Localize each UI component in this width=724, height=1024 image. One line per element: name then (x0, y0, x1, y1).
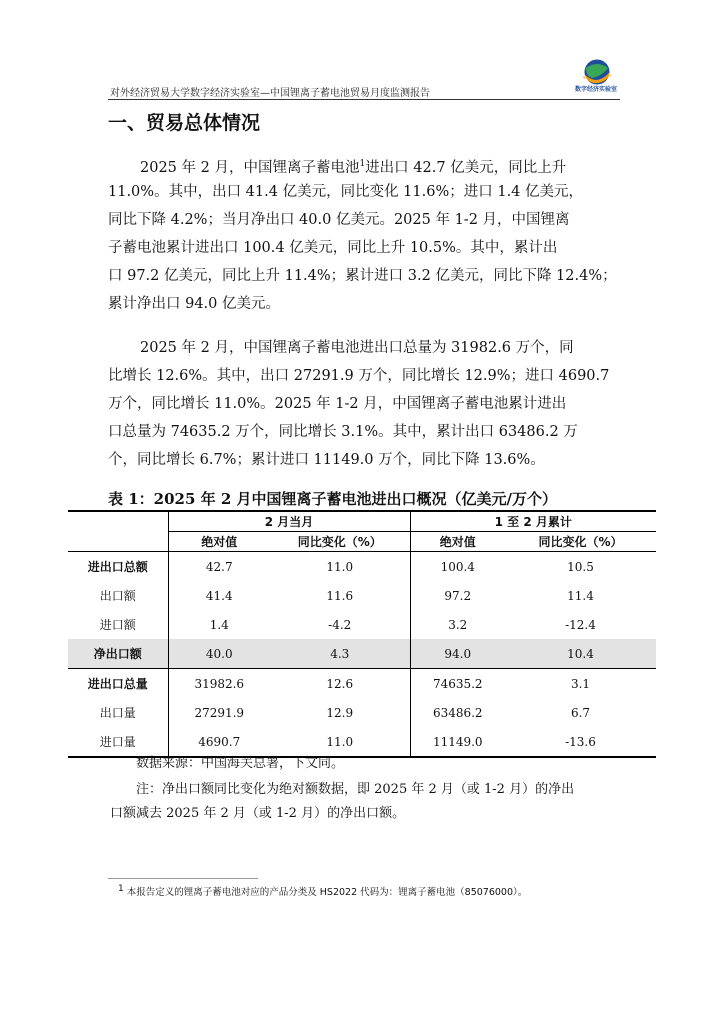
paragraph-line: 万个，同比增长 11.0%。2025 年 1-2 月，中国锂离子蓄电池累计进出 (108, 396, 567, 412)
table-cell: 31982.6 (168, 669, 270, 699)
table-cell: 4690.7 (168, 727, 270, 757)
footnote (118, 884, 527, 898)
paragraph-line: 2025 年 2 月，中国锂离子蓄电池进出口总量为 31982.6 万个，同 (140, 340, 574, 356)
group-header-month: 2 月当月 (168, 511, 410, 532)
table-row (68, 610, 656, 639)
table-cell: 4.3 (270, 639, 410, 669)
table-cell: 10.5 (567, 559, 594, 574)
table-cell: 42.7 (168, 552, 270, 582)
table-cell: 74635.2 (410, 669, 505, 699)
table-cell: 11.4 (567, 588, 594, 603)
table-cell: 11.0 (326, 559, 354, 574)
table-cell: 97.2 (410, 581, 505, 610)
logo-label: 数字经济实验室 (574, 86, 617, 93)
footnote-ref: 1 (359, 159, 366, 169)
table-cell: -12.4 (565, 617, 596, 632)
footnote-mark: 1 (118, 884, 124, 894)
table-row (68, 581, 656, 610)
paragraph-line: 同比下降 4.2%；当月净出口 40.0 亿美元。2025 年 1-2 月，中国锂离 (108, 212, 570, 228)
table-cell: 100.4 (410, 552, 505, 582)
trade-summary-table (68, 510, 656, 758)
header-divider (108, 99, 620, 100)
row-label: 进口量 (68, 727, 168, 757)
table-cell: -13.6 (505, 727, 656, 757)
row-label: 出口量 (99, 706, 136, 720)
col-header-yoy-month: 同比变化（%） (270, 532, 410, 552)
paragraph-line: 2025 年 2 月，中国锂离子蓄电池$^1$进出口 42.7 亿美元，同比上升 (140, 159, 567, 176)
table-cell: 63486.2 (410, 698, 505, 727)
paragraph-line: 比增长 12.6%。其中，出口 27291.9 万个，同比增长 12.9%；进口 4690.7 (108, 368, 610, 384)
table-cell: 12.6 (326, 676, 354, 691)
row-label: 进口额 (99, 618, 136, 632)
table-cell: 40.0 (168, 639, 270, 669)
explanation-note-cont: 口额减去 2025 年 2 月（或 1-2 月）的净出口额。 (110, 806, 406, 821)
table-cell: -4.2 (328, 617, 352, 632)
table-row (68, 552, 656, 582)
table-cell: 3.1 (570, 676, 591, 691)
row-label: 净出口额 (68, 639, 168, 669)
paragraph-trade-value (108, 150, 620, 318)
table-row (68, 669, 656, 699)
explanation-note: 注：净出口额同比变化为绝对额数据，即 2025 年 2 月（或 1-2 月）的净出 (136, 782, 575, 797)
table-row-highlight (68, 639, 656, 669)
report-header: 对外经济贸易大学数字经济实验室—中国锂离子蓄电池贸易月度监测报告 (110, 88, 430, 99)
paragraph-line: 个，同比增长 6.7%；累计进口 11149.0 万个，同比下降 13.6%。 (108, 452, 545, 468)
footnote-divider (108, 878, 258, 879)
table-cell: 27291.9 (168, 698, 270, 727)
paragraph-line: 累计净出口 94.0 亿美元。 (108, 296, 281, 312)
col-header-yoy-cum: 同比变化（%） (505, 532, 656, 552)
table-cell: 11.6 (326, 588, 354, 603)
table-cell: 11.0 (270, 727, 410, 757)
section-title: 一、贸易总体情况 (108, 112, 261, 134)
table-cell: 41.4 (168, 581, 270, 610)
data-source-note: 数据来源：中国海关总署，下文同。 (136, 756, 345, 771)
paragraph-line: 11.0%。其中，出口 41.4 亿美元，同比变化 11.6%；进口 1.4 亿美元， (108, 184, 584, 200)
table-row (68, 698, 656, 727)
table-cell: 12.9 (326, 705, 354, 720)
row-label: 进出口总量 (87, 677, 148, 691)
row-label: 进出口总额 (87, 560, 148, 574)
group-header-cumulative: 1 至 2 月累计 (410, 511, 656, 532)
row-label: 出口额 (99, 589, 136, 603)
col-header-abs-cum: 绝对值 (410, 532, 505, 552)
paragraph-line: 口总量为 74635.2 万个，同比增长 3.1%。其中，累计出口 63486.2 万 (108, 424, 578, 440)
paragraph-trade-volume (108, 334, 620, 474)
paragraph-line: 口 97.2 亿美元，同比上升 11.4%；累计进口 3.2 亿美元，同比下降 12.4%； (108, 268, 617, 284)
paragraph-line: 子蓄电池累计进出口 100.4 亿美元，同比上升 10.5%。其中，累计出 (108, 240, 558, 256)
table-cell: 94.0 (410, 639, 505, 669)
table-cell: 6.7 (570, 705, 591, 720)
table-cell: 10.4 (505, 639, 656, 669)
table-cell: 1.4 (168, 610, 270, 639)
col-header-abs-month: 绝对值 (168, 532, 270, 552)
table-cell: 11149.0 (410, 727, 505, 757)
table-title: 表 1：2025 年 2 月中国锂离子蓄电池进出口概况（亿美元/万个） (108, 490, 557, 508)
footnote-text: 本报告定义的锂离子蓄电池对应的产品分类及 HS2022 代码为：锂离子蓄电池（85076000）。 (126, 887, 528, 899)
table-cell: 3.2 (410, 610, 505, 639)
